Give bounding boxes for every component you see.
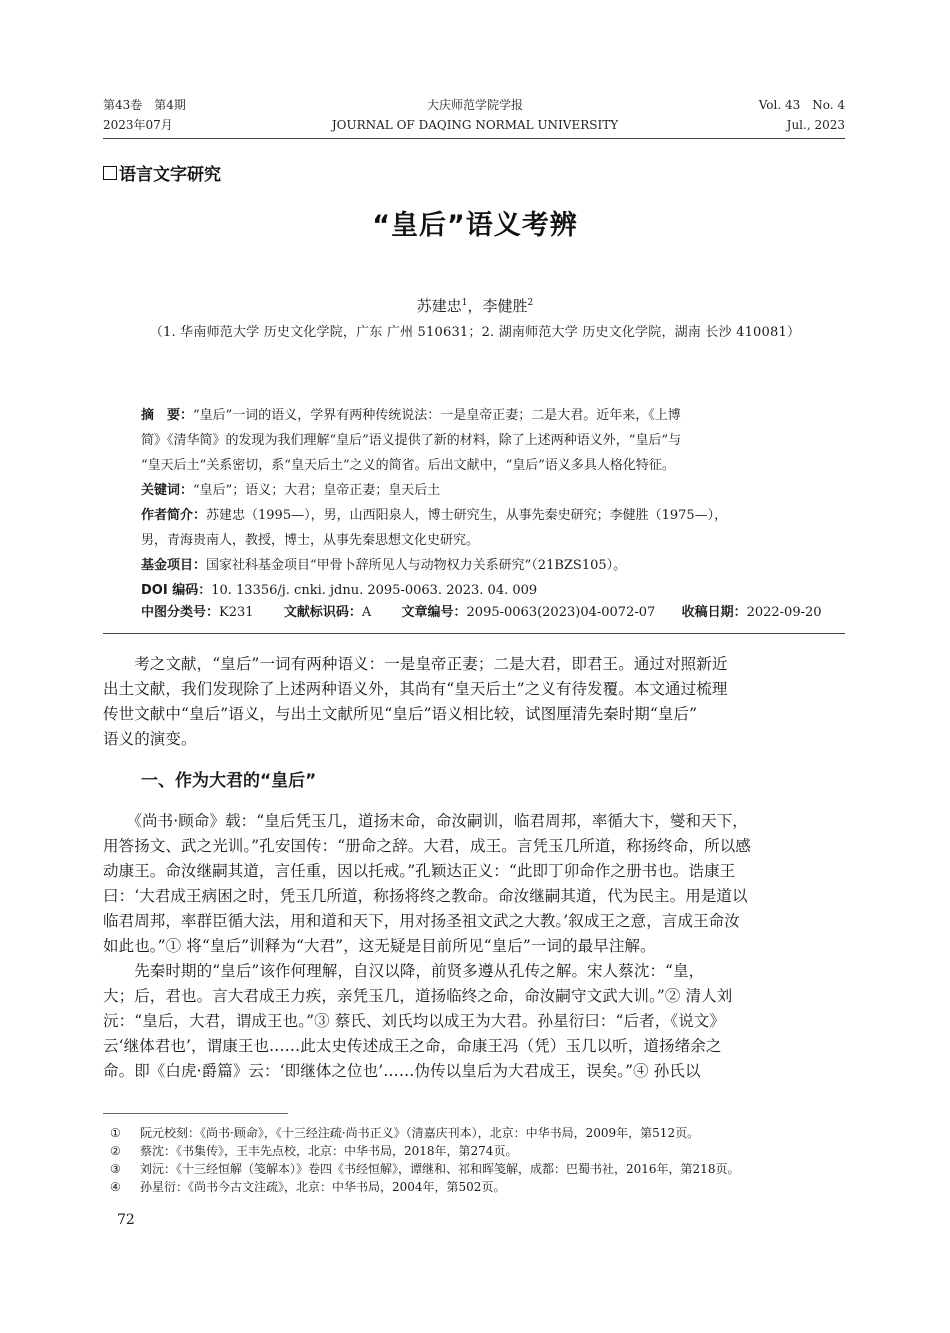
checkbox-square-icon [103, 166, 117, 180]
vol-no: Vol. 43 No. 4 [758, 98, 845, 112]
footnote-2-text: 蔡沈：《书集传》，王丰先点校，北京：中华书局，2018年，第274页。 [140, 1144, 518, 1158]
fund-line [141, 553, 811, 578]
section-1-line-2: 用答扬文、武之光训。”孔安国传：“册命之辞。大君，成王。言凭玉几所道，称扬终命，所以感 [103, 837, 751, 855]
clc-value: K231 [219, 605, 254, 620]
article-no-value: 2095-0063(2023)04-0072-07 [466, 605, 656, 620]
footnote-3-num: ③ [110, 1162, 121, 1176]
bio-text-1: 苏建忠（1995—），男，山西阳泉人，博士研究生，从事先秦史研究；李健胜（1975—）， [206, 508, 728, 523]
issue-month: Jul., 2023 [786, 118, 845, 132]
footnote-3-text: 刘沅：《十三经恒解（笺解本）》卷四《书经恒解》，谭继和、祁和晖笺解，成都：巴蜀书社，2016年，第218页。 [140, 1162, 740, 1176]
footnote-2 [110, 1143, 517, 1160]
keywords-line [141, 478, 811, 503]
section-1-line-7: 先秦时期的“皇后”该作何理解，自汉以降，前贤多遵从孔传之解。宋人蔡沈：“皇， [103, 962, 705, 980]
fund-label: 基金项目： [141, 558, 207, 573]
section-1-line-3: 动康王。命汝继嗣其道，言任重，因以托戒。”孔颖达正义：“此即丁卯命作之册书也。诰康王 [103, 862, 736, 880]
journal-title-en: JOURNAL OF DAQING NORMAL UNIVERSITY [331, 118, 619, 132]
doi-line [141, 578, 811, 603]
intro-line-1: 考之文献，“皇后”一词有两种语义：一是皇帝正妻；二是大君，即君王。通过对照新近 [103, 655, 728, 673]
abstract-line-1 [141, 403, 811, 428]
section-1-line-4: 曰：‘大君成王病困之时，凭玉几所道，称扬将终之教命。命汝继嗣其道，代为民主。用是道以 [103, 887, 748, 905]
section-1-line-11: 命。即《白虎·爵篇》云：‘即继体之位也’……伪传以皇后为大君成王，误矣。”④ 孙氏以 [103, 1062, 701, 1080]
abstract-line-2: 简》《清华简》的发现为我们理解“皇后”语义提供了新的材料，除了上述两种语义外，“皇后”与 [141, 433, 682, 448]
intro-line-2: 出土文献，我们发现除了上述两种语义外，其尚有“皇天后土”之义有待发覆。本文通过梳理 [103, 680, 728, 698]
doi-label: DOI 编码： [141, 583, 212, 598]
volume-issue: 第43卷 第4期 [103, 98, 186, 112]
doc-code-label: 文献标识码： [283, 605, 362, 620]
header-rule [103, 138, 845, 139]
section-1-line-6: 如此也。”① 将“皇后”训释为“大君”，这无疑是目前所见“皇后”一词的最早注解。 [103, 937, 656, 955]
abstract-line-3: “皇天后土”关系密切，系“皇天后土”之义的简省。后出文献中，“皇后”语义多具人格化特征。 [141, 458, 675, 473]
received-value: 2022-09-20 [746, 605, 822, 620]
intro-line-3: 传世文献中“皇后”语义，与出土文献所见“皇后”语义相比较，试图厘清先秦时期“皇后” [103, 705, 698, 723]
keywords: “皇后”；语义；大君；皇帝正妻；皇天后土 [193, 483, 441, 498]
abstract-label: 摘 要： [141, 408, 194, 423]
footnote-1-num: ① [110, 1126, 121, 1140]
footnote-2-num: ② [110, 1144, 121, 1158]
abstract-text-1: “皇后”一词的语义，学界有两种传统说法：一是皇帝正妻；二是大君。近年来，《上博 [193, 408, 681, 423]
footnote-rule [103, 1113, 288, 1114]
section-1-line-9: 沅：“皇后，大君，谓成王也。”③ 蔡氏、刘氏均以成王为大君。孙星衍曰：“后者，《说文》 [103, 1012, 726, 1030]
section-label [103, 160, 221, 185]
journal-title-cn: 大庆师范学院学报 [426, 98, 523, 112]
bio-line-2: 男，青海贵南人，教授，博士，从事先秦思想文化史研究。 [141, 533, 480, 548]
abstract-rule [103, 633, 845, 634]
section-1-heading: 一、作为大君的“皇后” [141, 771, 317, 791]
keywords-label: 关键词： [141, 483, 194, 498]
footnote-4-text: 孙星衍：《尚书今古文注疏》，北京：中华书局，2004年，第502页。 [140, 1180, 506, 1194]
section-1-line-8: 大；后，君也。言大君成王力疾，亲凭玉几，道扬临终之命，命汝嗣守文武大训。”② 清人刘 [103, 987, 733, 1005]
footnote-4-num: ④ [110, 1180, 121, 1194]
section-1-line-10: 云‘继体君也’，谓康王也……此太史传述成王之命，命康王冯（凭）玉几以听，道扬绪余之 [103, 1037, 722, 1055]
section-label-text: 语言文字研究 [119, 165, 221, 185]
section-1-line-5: 临君周邦，率群臣循大法，用和道和天下，用对扬圣祖文武之大教。’叙成王之意，言成王命汝 [103, 912, 740, 930]
doi-text: 10. 13356/j. cnki. jdnu. 2095-0063. 2023. 04. 009 [211, 583, 538, 598]
intro-line-4: 语义的演变。 [103, 730, 197, 748]
author-1: 苏建忠 [416, 297, 462, 315]
article-no-label: 文章编号： [401, 605, 467, 620]
section-1-line-1: 《尚书·顾命》载：“皇后凭玉几，道扬末命，命汝嗣训，临君周邦，率循大卞，燮和天下， [103, 812, 748, 830]
doc-code-value: A [361, 605, 372, 620]
author-1-sup: 1 [461, 298, 468, 308]
classification-line [141, 603, 822, 623]
footnote-1 [110, 1125, 699, 1142]
footnote-4 [110, 1179, 505, 1196]
issue-date: 2023年07月 [103, 118, 173, 132]
received-label: 收稿日期： [681, 605, 747, 620]
footnote-1-text: 阮元校刻：《尚书·顾命》，《十三经注疏·尚书正义》（清嘉庆刊本），北京：中华书局，2009年，第512页。 [140, 1126, 700, 1140]
authors [0, 295, 950, 316]
footnote-3 [110, 1161, 739, 1178]
paper-title: “皇后”语义考辨 [372, 210, 578, 241]
fund-text: 国家社科基金项目“甲骨卜辞所见人与动物权力关系研究”（21BZS105）。 [206, 558, 627, 573]
author-2: 李健胜 [482, 297, 528, 315]
bio-label: 作者简介： [141, 508, 207, 523]
author-sep: ， [467, 297, 483, 315]
author-2-sup: 2 [527, 298, 534, 308]
affiliation: （1. 华南师范大学 历史文化学院，广东 广州 510631；2. 湖南师范大学 历史文化学院，湖南 长沙 410081） [149, 325, 801, 340]
page-number: 72 [117, 1212, 135, 1228]
clc-label: 中图分类号： [141, 605, 220, 620]
bio-line-1 [141, 503, 811, 528]
